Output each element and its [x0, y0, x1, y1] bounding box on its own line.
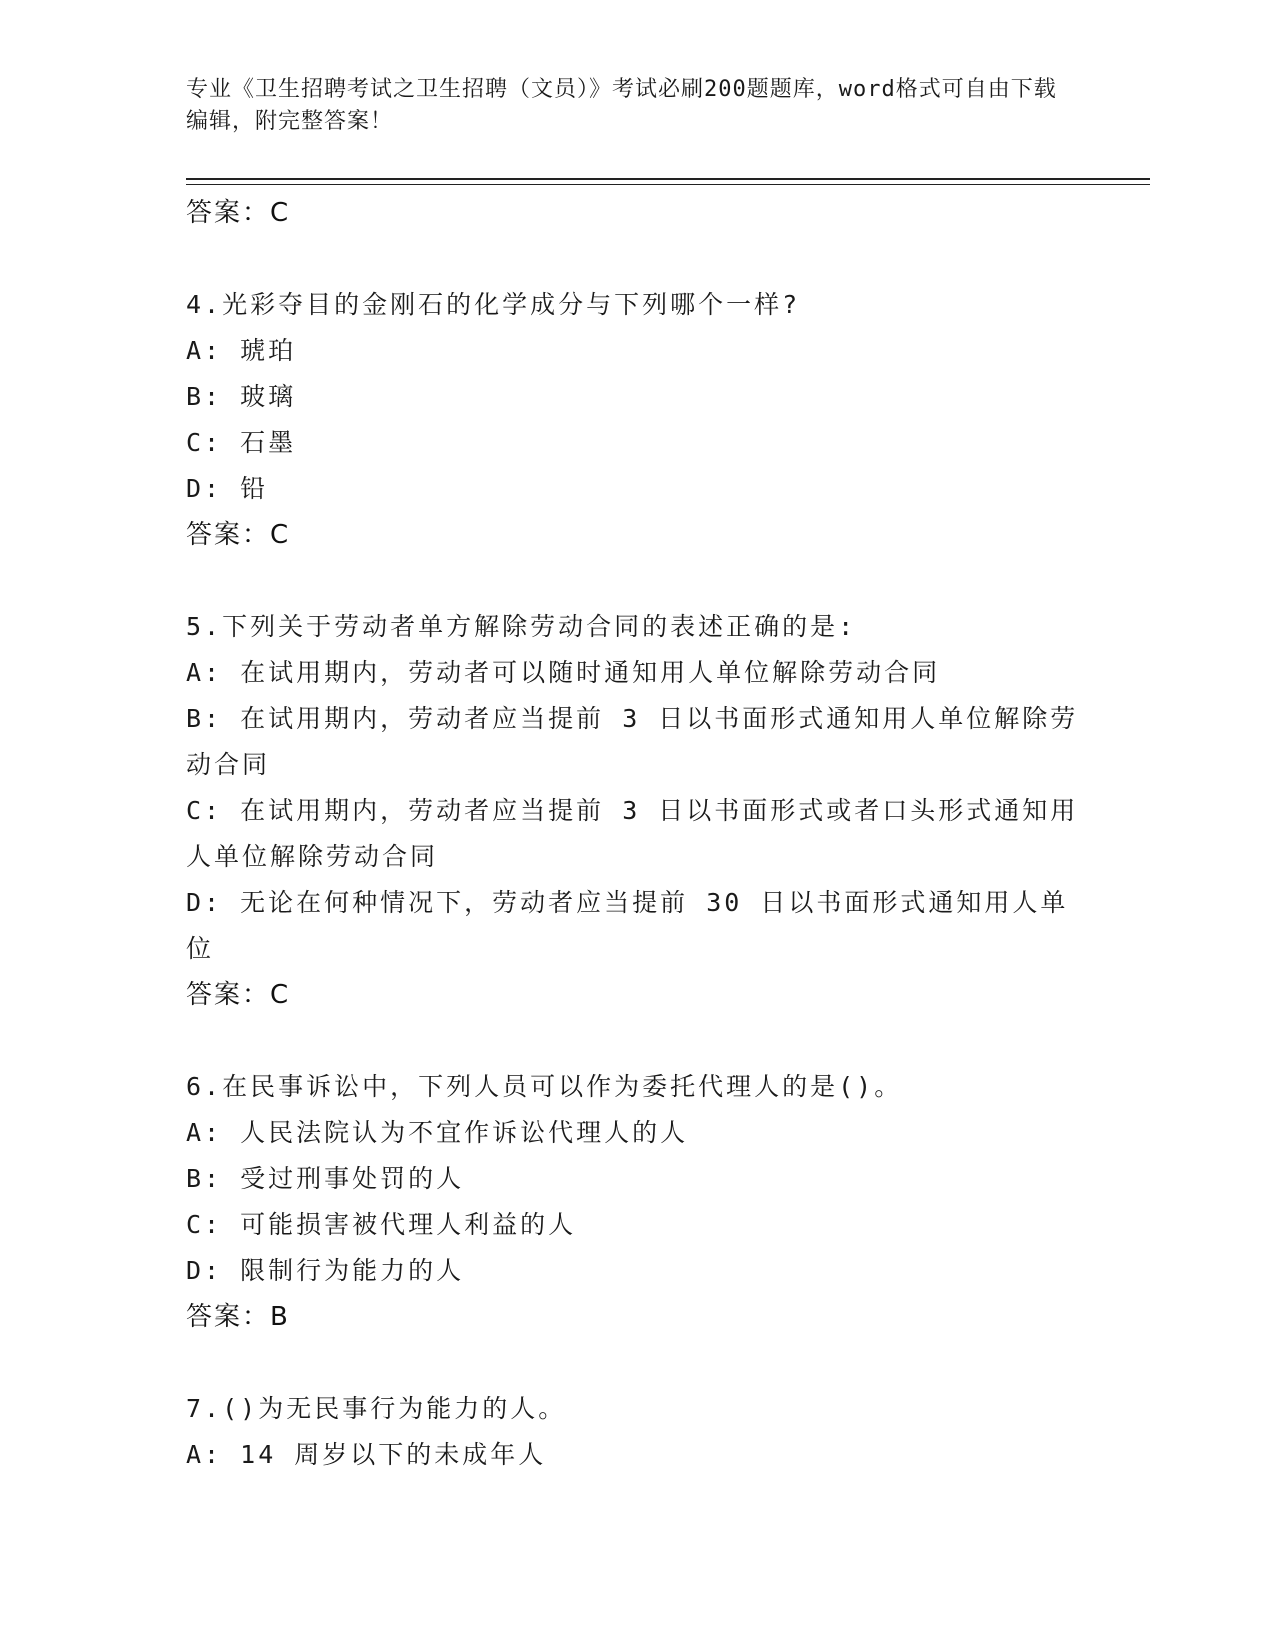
option-b: B: 玻璃	[186, 382, 297, 411]
answer-q4: 答案：C	[186, 520, 291, 550]
question-stem-5: 5.下列关于劳动者单方解除劳动合同的表述正确的是:	[186, 612, 857, 641]
option-c: C: 石墨	[186, 428, 297, 457]
question-stem-4: 4.光彩夺目的金刚石的化学成分与下列哪个一样?	[186, 290, 801, 319]
option-a: A: 琥珀	[186, 336, 297, 365]
option-a: A: 14 周岁以下的未成年人	[186, 1440, 547, 1469]
header-divider-thin	[186, 184, 1150, 185]
option-d: D: 铅	[186, 474, 269, 503]
option-c: C: 在试用期内，劳动者应当提前 3 日以书面形式或者口头形式通知用人单位解除劳动合同	[186, 796, 1079, 871]
document-header: 专业《卫生招聘考试之卫生招聘（文员）》考试必刷200题题库，word格式可自由下载编辑，附完整答案！	[186, 77, 1057, 134]
question-stem-6: 6.在民事诉讼中，下列人员可以作为委托代理人的是()。	[186, 1072, 903, 1101]
answer-q3: 答案：C	[186, 198, 291, 228]
option-a: A: 在试用期内，劳动者可以随时通知用人单位解除劳动合同	[186, 658, 941, 687]
option-b: B: 受过刑事处罚的人	[186, 1164, 465, 1193]
option-a: A: 人民法院认为不宜作诉讼代理人的人	[186, 1118, 689, 1147]
option-c: C: 可能损害被代理人利益的人	[186, 1210, 577, 1239]
answer-q5: 答案：C	[186, 980, 291, 1010]
document-body	[186, 190, 1086, 1478]
option-d: D: 无论在何种情况下，劳动者应当提前 30 日以书面形式通知用人单位	[186, 888, 1069, 963]
answer-q6: 答案：B	[186, 1302, 290, 1332]
header-divider	[186, 178, 1150, 180]
option-d: D: 限制行为能力的人	[186, 1256, 465, 1285]
option-b: B: 在试用期内，劳动者应当提前 3 日以书面形式通知用人单位解除劳动合同	[186, 704, 1079, 779]
question-stem-7: 7.()为无民事行为能力的人。	[186, 1394, 567, 1423]
